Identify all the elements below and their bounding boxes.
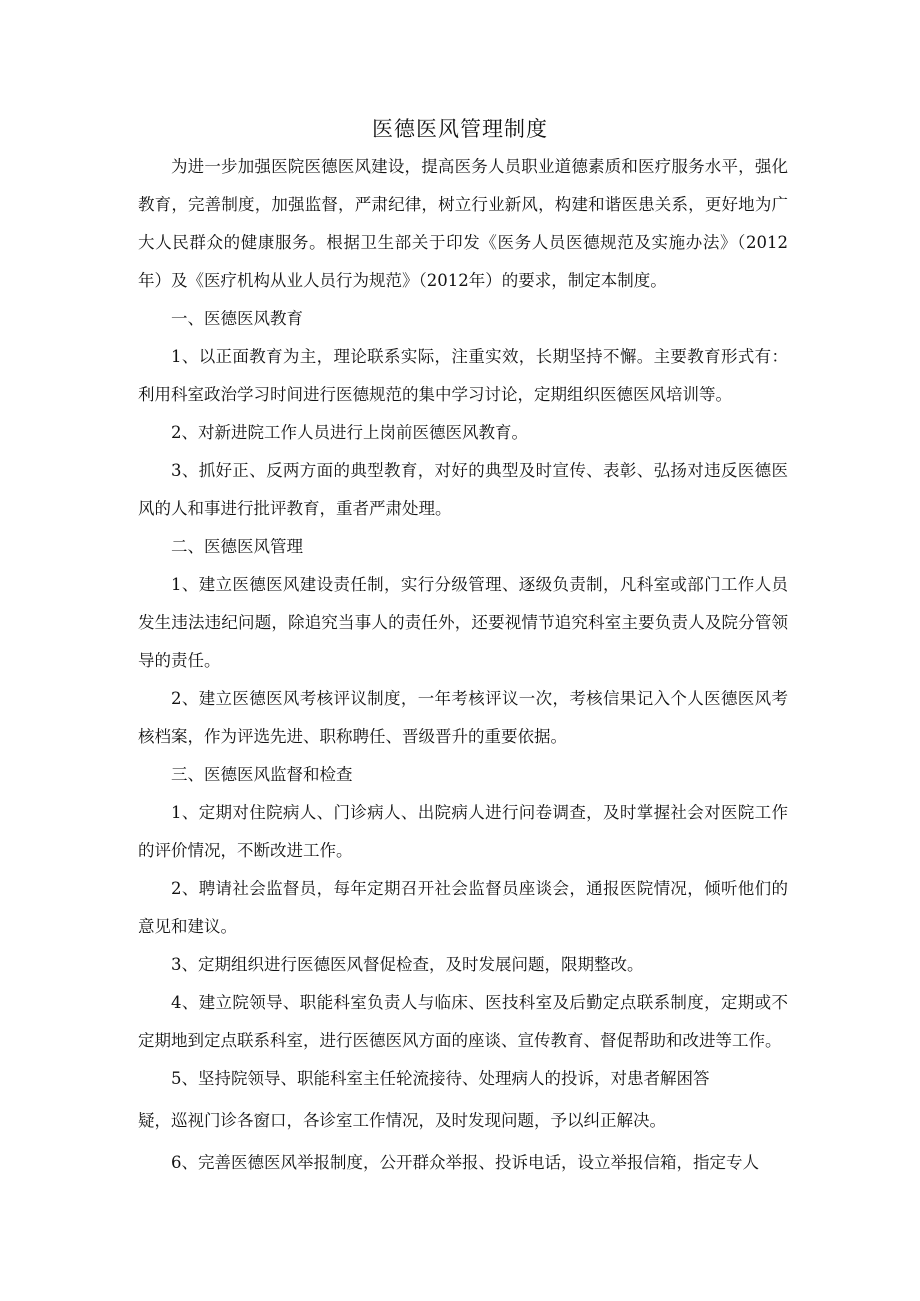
paragraph-management-2: 2、建立医德医风考核评议制度，一年考核评议一次，考核信果记入个人医德医风考核档案，作为评选先进、职称聘任、晋级晋升的重要依据。 <box>138 689 788 746</box>
paragraph-education-2: 2、对新进院工作人员进行上岗前医德医风教育。 <box>171 423 528 442</box>
paragraph-education-1: 1、以正面教育为主，理论联系实际，注重实效，长期坚持不懈。主要教育形式有：利用科室政治学习时间进行医德规范的集中学习讨论，定期组织医德医风培训等。 <box>138 347 788 404</box>
paragraph-supervision-2: 2、聘请社会监督员，每年定期召开社会监督员座谈会，通报医院情况，倾听他们的意见和建议。 <box>138 879 788 936</box>
paragraph-supervision-4: 4、建立院领导、职能科室负责人与临床、医技科室及后勤定点联系制度，定期或不定期地到定点联系科室，进行医德医风方面的座谈、宣传教育、督促帮助和改进等工作。 <box>138 993 788 1050</box>
paragraph-management-1: 1、建立医德医风建设责任制，实行分级管理、逐级负责制，凡科室或部门工作人员发生违法违纪问题，除追究当事人的责任外，还要视情节追究科室主要负责人及院分管领导的责任。 <box>138 575 788 670</box>
document-body <box>138 148 788 1182</box>
paragraph-supervision-1: 1、定期对住院病人、门诊病人、出院病人进行问卷调查，及时掌握社会对医院工作的评价情况，不断改进工作。 <box>138 803 788 860</box>
section-heading-supervision: 三、医德医风监督和检查 <box>171 765 353 784</box>
document-title: 医德医风管理制度 <box>372 117 548 141</box>
paragraph-supervision-5: 5、坚持院领导、职能科室主任轮流接待、处理病人的投诉，对患者解困答 <box>171 1069 710 1088</box>
paragraph-supervision-6: 6、完善医德医风举报制度，公开群众举报、投诉电话，设立举报信箱，指定专人 <box>171 1153 759 1172</box>
section-heading-management: 二、医德医风管理 <box>171 537 303 556</box>
paragraph-intro: 为进一步加强医院医德医风建设，提高医务人员职业道德素质和医疗服务水平，强化教育，完善制度，加强监督，严肃纪律，树立行业新风，构建和谐医患关系，更好地为广大人民群众的健康服务。根据卫生部关于印发《医务人员医德规范及实施办法》（2012年）及《医疗机构从业人员行为规范》（2012年）的要求，制定本制度。 <box>138 157 788 290</box>
section-heading-education: 一、医德医风教育 <box>171 309 303 328</box>
paragraph-education-3: 3、抓好正、反两方面的典型教育，对好的典型及时宣传、表彰、弘扬对违反医德医风的人和事进行批评教育，重者严肃处理。 <box>138 461 788 518</box>
paragraph-supervision-3: 3、定期组织进行医德医风督促检查，及时发展问题，限期整改。 <box>171 955 644 974</box>
paragraph-supervision-5-continued: 疑，巡视门诊各窗口，各诊室工作情况，及时发现问题，予以纠正解决。 <box>138 1111 666 1130</box>
